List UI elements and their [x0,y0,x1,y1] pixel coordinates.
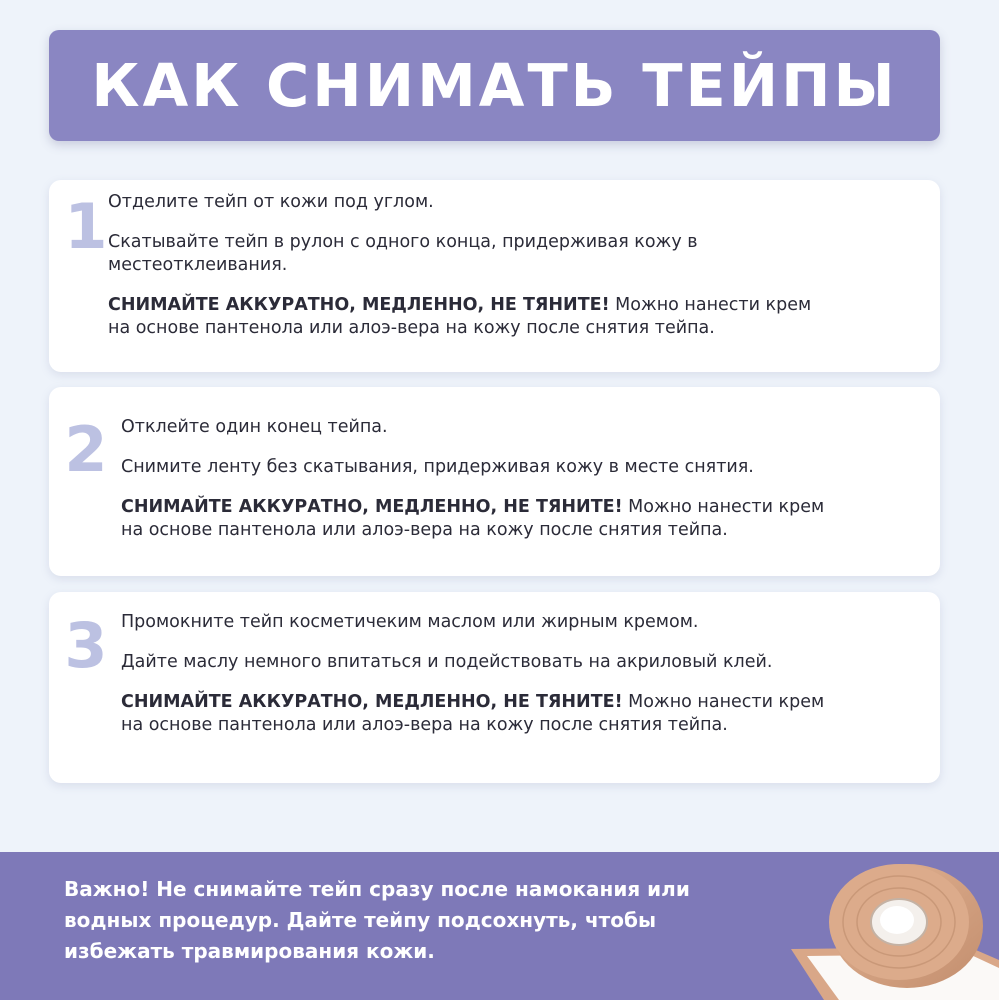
footer-note: Важно! Не снимайте тейп сразу после намокания или водных процедур. Дайте тейпу подсохнуть, чтобы избежать травмирования кожи. [64,877,690,963]
title-banner [49,30,940,141]
step-content-1 [108,191,828,340]
step-number-1: 1 [64,190,108,263]
step-2-warning [121,496,841,542]
step-2-line-1: Отклейте один конец тейпа. [121,417,388,437]
step-1-warning [108,294,828,340]
step-card-1 [49,180,940,372]
step-2-warning-text: Можно нанести крем на основе пантенола или алоэ-вера на кожу после снятия тейпа. [121,497,825,540]
step-3-warning-text: Можно нанести крем на основе пантенола или алоэ-вера на кожу после снятия тейпа. [121,692,825,735]
step-card-3 [49,592,940,783]
tape-roll-icon [769,852,999,1000]
step-content-2 [121,416,841,542]
step-3-warning-bold: СНИМАЙТЕ АККУРАТНО, МЕДЛЕННО, НЕ ТЯНИТЕ! [121,692,623,712]
step-content-3 [121,611,841,737]
step-number-3: 3 [64,609,108,682]
step-1-warning-text: Можно нанести крем на основе пантенола или алоэ-вера на кожу после снятия тейпа. [108,295,812,338]
step-3-line-1: Промокните тейп косметичеким маслом или жирным кремом. [121,612,699,632]
step-1-line-1: Отделите тейп от кожи под углом. [108,192,434,212]
step-card-2 [49,387,940,576]
step-2-line-2: Снимите ленту без скатывания, придерживая кожу в месте снятия. [121,457,754,477]
step-3-warning [121,691,841,737]
step-number-2: 2 [64,413,108,486]
page-title: КАК СНИМАТЬ ТЕЙПЫ [91,51,898,120]
step-1-warning-bold: СНИМАЙТЕ АККУРАТНО, МЕДЛЕННО, НЕ ТЯНИТЕ! [108,295,610,315]
step-1-line-2: Скатывайте тейп в рулон с одного конца, придерживая кожу в местеотклеивания. [108,232,698,275]
step-3-line-2: Дайте маслу немного впитаться и подействовать на акриловый клей. [121,652,773,672]
step-2-warning-bold: СНИМАЙТЕ АККУРАТНО, МЕДЛЕННО, НЕ ТЯНИТЕ! [121,497,623,517]
footer-banner [0,852,999,1000]
